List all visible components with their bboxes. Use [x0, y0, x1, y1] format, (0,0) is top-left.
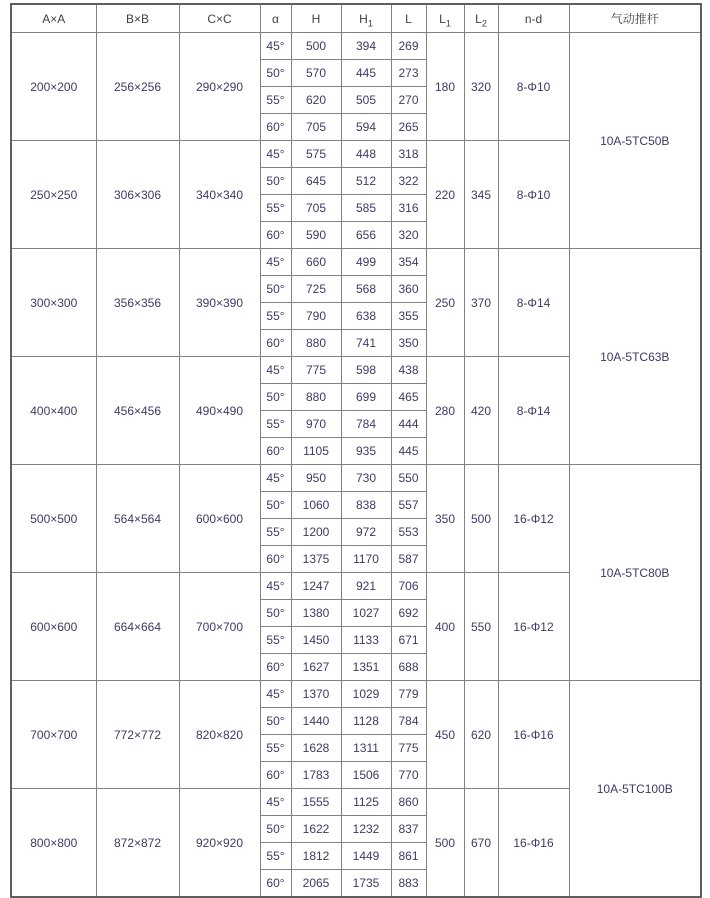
- cell-alpha: 50°: [260, 816, 291, 843]
- cell-bxb: 564×564: [96, 465, 179, 573]
- cell-h1: 1506: [341, 762, 391, 789]
- cell-alpha: 45°: [260, 249, 291, 276]
- cell-h1: 935: [341, 438, 391, 465]
- cell-l: 273: [391, 60, 426, 87]
- cell-axa: 250×250: [11, 141, 96, 249]
- cell-actuator: 10A-5TC100B: [569, 681, 701, 898]
- cell-l: 784: [391, 708, 426, 735]
- cell-l: 706: [391, 573, 426, 600]
- cell-h: 500: [291, 33, 341, 60]
- cell-alpha: 60°: [260, 222, 291, 249]
- cell-alpha: 50°: [260, 492, 291, 519]
- cell-cxc: 490×490: [179, 357, 260, 465]
- cell-h: 775: [291, 357, 341, 384]
- cell-h1: 1027: [341, 600, 391, 627]
- cell-h: 570: [291, 60, 341, 87]
- cell-cxc: 290×290: [179, 33, 260, 141]
- cell-cxc: 700×700: [179, 573, 260, 681]
- cell-h1: 1170: [341, 546, 391, 573]
- cell-h: 1247: [291, 573, 341, 600]
- cell-l2: 670: [464, 789, 498, 898]
- cell-h1: 838: [341, 492, 391, 519]
- cell-h: 1200: [291, 519, 341, 546]
- cell-l: 688: [391, 654, 426, 681]
- cell-cxc: 340×340: [179, 141, 260, 249]
- cell-l2: 370: [464, 249, 498, 357]
- cell-h1: 1133: [341, 627, 391, 654]
- col-header-l2: $L_2$: [464, 4, 498, 33]
- cell-axa: 300×300: [11, 249, 96, 357]
- cell-h: 1627: [291, 654, 341, 681]
- cell-nd: 8-Φ10: [498, 141, 569, 249]
- cell-h: 705: [291, 114, 341, 141]
- table-row: [11, 465, 701, 492]
- col-header-axa: A×A: [11, 4, 96, 33]
- spec-table: [10, 3, 702, 898]
- cell-alpha: 45°: [260, 573, 291, 600]
- cell-l: 316: [391, 195, 426, 222]
- cell-h1: 699: [341, 384, 391, 411]
- cell-alpha: 55°: [260, 195, 291, 222]
- cell-nd: 16-Φ16: [498, 681, 569, 789]
- col-header-nd: n-d: [498, 4, 569, 33]
- cell-h1: 594: [341, 114, 391, 141]
- cell-actuator: 10A-5TC50B: [569, 33, 701, 249]
- cell-alpha: 50°: [260, 600, 291, 627]
- cell-h1: 598: [341, 357, 391, 384]
- cell-l: 320: [391, 222, 426, 249]
- cell-h: 950: [291, 465, 341, 492]
- cell-l2: 320: [464, 33, 498, 141]
- cell-l: 438: [391, 357, 426, 384]
- col-header-h: H: [291, 4, 341, 33]
- cell-l1: 500: [426, 789, 464, 898]
- cell-h1: 448: [341, 141, 391, 168]
- cell-h1: 1029: [341, 681, 391, 708]
- cell-alpha: 55°: [260, 303, 291, 330]
- cell-nd: 16-Φ12: [498, 465, 569, 573]
- cell-h: 1622: [291, 816, 341, 843]
- cell-alpha: 60°: [260, 762, 291, 789]
- cell-l1: 280: [426, 357, 464, 465]
- cell-h1: 512: [341, 168, 391, 195]
- cell-alpha: 60°: [260, 654, 291, 681]
- cell-alpha: 45°: [260, 357, 291, 384]
- cell-l: 837: [391, 816, 426, 843]
- cell-cxc: 600×600: [179, 465, 260, 573]
- cell-bxb: 772×772: [96, 681, 179, 789]
- cell-alpha: 55°: [260, 627, 291, 654]
- cell-l2: 620: [464, 681, 498, 789]
- cell-alpha: 55°: [260, 87, 291, 114]
- cell-l1: 350: [426, 465, 464, 573]
- cell-alpha: 60°: [260, 546, 291, 573]
- cell-l: 360: [391, 276, 426, 303]
- cell-bxb: 356×356: [96, 249, 179, 357]
- cell-cxc: 820×820: [179, 681, 260, 789]
- cell-l: 883: [391, 870, 426, 898]
- cell-h1: 1449: [341, 843, 391, 870]
- cell-h: 1450: [291, 627, 341, 654]
- cell-l: 557: [391, 492, 426, 519]
- cell-l: 270: [391, 87, 426, 114]
- cell-h: 575: [291, 141, 341, 168]
- cell-l: 354: [391, 249, 426, 276]
- table-row: [11, 33, 701, 60]
- cell-alpha: 45°: [260, 789, 291, 816]
- cell-h: 590: [291, 222, 341, 249]
- cell-h: 1628: [291, 735, 341, 762]
- cell-l: 671: [391, 627, 426, 654]
- cell-nd: 8-Φ14: [498, 249, 569, 357]
- cell-bxb: 664×664: [96, 573, 179, 681]
- cell-l: 269: [391, 33, 426, 60]
- cell-h1: 505: [341, 87, 391, 114]
- cell-l: 861: [391, 843, 426, 870]
- cell-h: 705: [291, 195, 341, 222]
- cell-h1: 1128: [341, 708, 391, 735]
- cell-axa: 600×600: [11, 573, 96, 681]
- col-header-cxc: C×C: [179, 4, 260, 33]
- cell-actuator: 10A-5TC80B: [569, 465, 701, 681]
- cell-l1: 400: [426, 573, 464, 681]
- cell-l: 265: [391, 114, 426, 141]
- cell-alpha: 50°: [260, 60, 291, 87]
- cell-l1: 220: [426, 141, 464, 249]
- cell-h1: 394: [341, 33, 391, 60]
- cell-h: 790: [291, 303, 341, 330]
- cell-h: 880: [291, 330, 341, 357]
- cell-h: 970: [291, 411, 341, 438]
- cell-h1: 656: [341, 222, 391, 249]
- cell-h: 1440: [291, 708, 341, 735]
- cell-h: 1370: [291, 681, 341, 708]
- cell-h1: 568: [341, 276, 391, 303]
- cell-actuator: 10A-5TC63B: [569, 249, 701, 465]
- cell-cxc: 920×920: [179, 789, 260, 898]
- cell-h: 660: [291, 249, 341, 276]
- cell-h: 2065: [291, 870, 341, 898]
- cell-alpha: 50°: [260, 276, 291, 303]
- cell-alpha: 50°: [260, 168, 291, 195]
- cell-bxb: 256×256: [96, 33, 179, 141]
- cell-alpha: 45°: [260, 33, 291, 60]
- col-header-l: L: [391, 4, 426, 33]
- cell-l: 465: [391, 384, 426, 411]
- cell-h1: 445: [341, 60, 391, 87]
- cell-alpha: 60°: [260, 870, 291, 898]
- cell-h1: 730: [341, 465, 391, 492]
- cell-alpha: 60°: [260, 438, 291, 465]
- cell-nd: 16-Φ16: [498, 789, 569, 898]
- cell-l: 770: [391, 762, 426, 789]
- cell-alpha: 45°: [260, 141, 291, 168]
- col-header-l1: $L_1$: [426, 4, 464, 33]
- cell-alpha: 45°: [260, 465, 291, 492]
- cell-l: 322: [391, 168, 426, 195]
- cell-nd: 8-Φ14: [498, 357, 569, 465]
- cell-axa: 800×800: [11, 789, 96, 898]
- cell-alpha: 55°: [260, 519, 291, 546]
- cell-h1: 972: [341, 519, 391, 546]
- cell-nd: 8-Φ10: [498, 33, 569, 141]
- cell-l1: 450: [426, 681, 464, 789]
- cell-axa: 200×200: [11, 33, 96, 141]
- cell-alpha: 45°: [260, 681, 291, 708]
- table-row: [11, 249, 701, 276]
- cell-l: 587: [391, 546, 426, 573]
- cell-l: 779: [391, 681, 426, 708]
- col-header-alpha: α: [260, 4, 291, 33]
- cell-l2: 420: [464, 357, 498, 465]
- cell-h: 1555: [291, 789, 341, 816]
- cell-h1: 1351: [341, 654, 391, 681]
- cell-h: 1375: [291, 546, 341, 573]
- cell-h: 725: [291, 276, 341, 303]
- cell-l2: 550: [464, 573, 498, 681]
- cell-l2: 500: [464, 465, 498, 573]
- cell-alpha: 55°: [260, 843, 291, 870]
- cell-h: 1060: [291, 492, 341, 519]
- cell-axa: 400×400: [11, 357, 96, 465]
- cell-h: 1380: [291, 600, 341, 627]
- cell-h: 880: [291, 384, 341, 411]
- cell-h: 645: [291, 168, 341, 195]
- cell-h: 1783: [291, 762, 341, 789]
- cell-l1: 180: [426, 33, 464, 141]
- cell-l: 445: [391, 438, 426, 465]
- cell-cxc: 390×390: [179, 249, 260, 357]
- cell-l: 550: [391, 465, 426, 492]
- cell-alpha: 55°: [260, 411, 291, 438]
- cell-l2: 345: [464, 141, 498, 249]
- col-header-actuator: 气动推杆: [569, 4, 701, 33]
- cell-axa: 500×500: [11, 465, 96, 573]
- cell-h1: 585: [341, 195, 391, 222]
- cell-alpha: 50°: [260, 708, 291, 735]
- cell-nd: 16-Φ12: [498, 573, 569, 681]
- col-header-h1: $H_1$: [341, 4, 391, 33]
- cell-h: 620: [291, 87, 341, 114]
- cell-bxb: 306×306: [96, 141, 179, 249]
- cell-alpha: 50°: [260, 384, 291, 411]
- cell-h1: 1735: [341, 870, 391, 898]
- cell-alpha: 55°: [260, 735, 291, 762]
- cell-h1: 784: [341, 411, 391, 438]
- cell-h: 1812: [291, 843, 341, 870]
- cell-h1: 499: [341, 249, 391, 276]
- cell-alpha: 60°: [260, 330, 291, 357]
- cell-l: 318: [391, 141, 426, 168]
- cell-bxb: 456×456: [96, 357, 179, 465]
- cell-l: 444: [391, 411, 426, 438]
- cell-bxb: 872×872: [96, 789, 179, 898]
- cell-h1: 921: [341, 573, 391, 600]
- cell-h: 1105: [291, 438, 341, 465]
- cell-l: 553: [391, 519, 426, 546]
- cell-h1: 1232: [341, 816, 391, 843]
- cell-l: 350: [391, 330, 426, 357]
- cell-axa: 700×700: [11, 681, 96, 789]
- cell-alpha: 60°: [260, 114, 291, 141]
- cell-l: 775: [391, 735, 426, 762]
- cell-h1: 638: [341, 303, 391, 330]
- col-header-bxb: B×B: [96, 4, 179, 33]
- cell-l: 355: [391, 303, 426, 330]
- cell-h1: 1125: [341, 789, 391, 816]
- cell-h1: 1311: [341, 735, 391, 762]
- header-row: [11, 4, 701, 33]
- cell-l: 692: [391, 600, 426, 627]
- cell-l: 860: [391, 789, 426, 816]
- cell-h1: 741: [341, 330, 391, 357]
- table-row: [11, 681, 701, 708]
- cell-l1: 250: [426, 249, 464, 357]
